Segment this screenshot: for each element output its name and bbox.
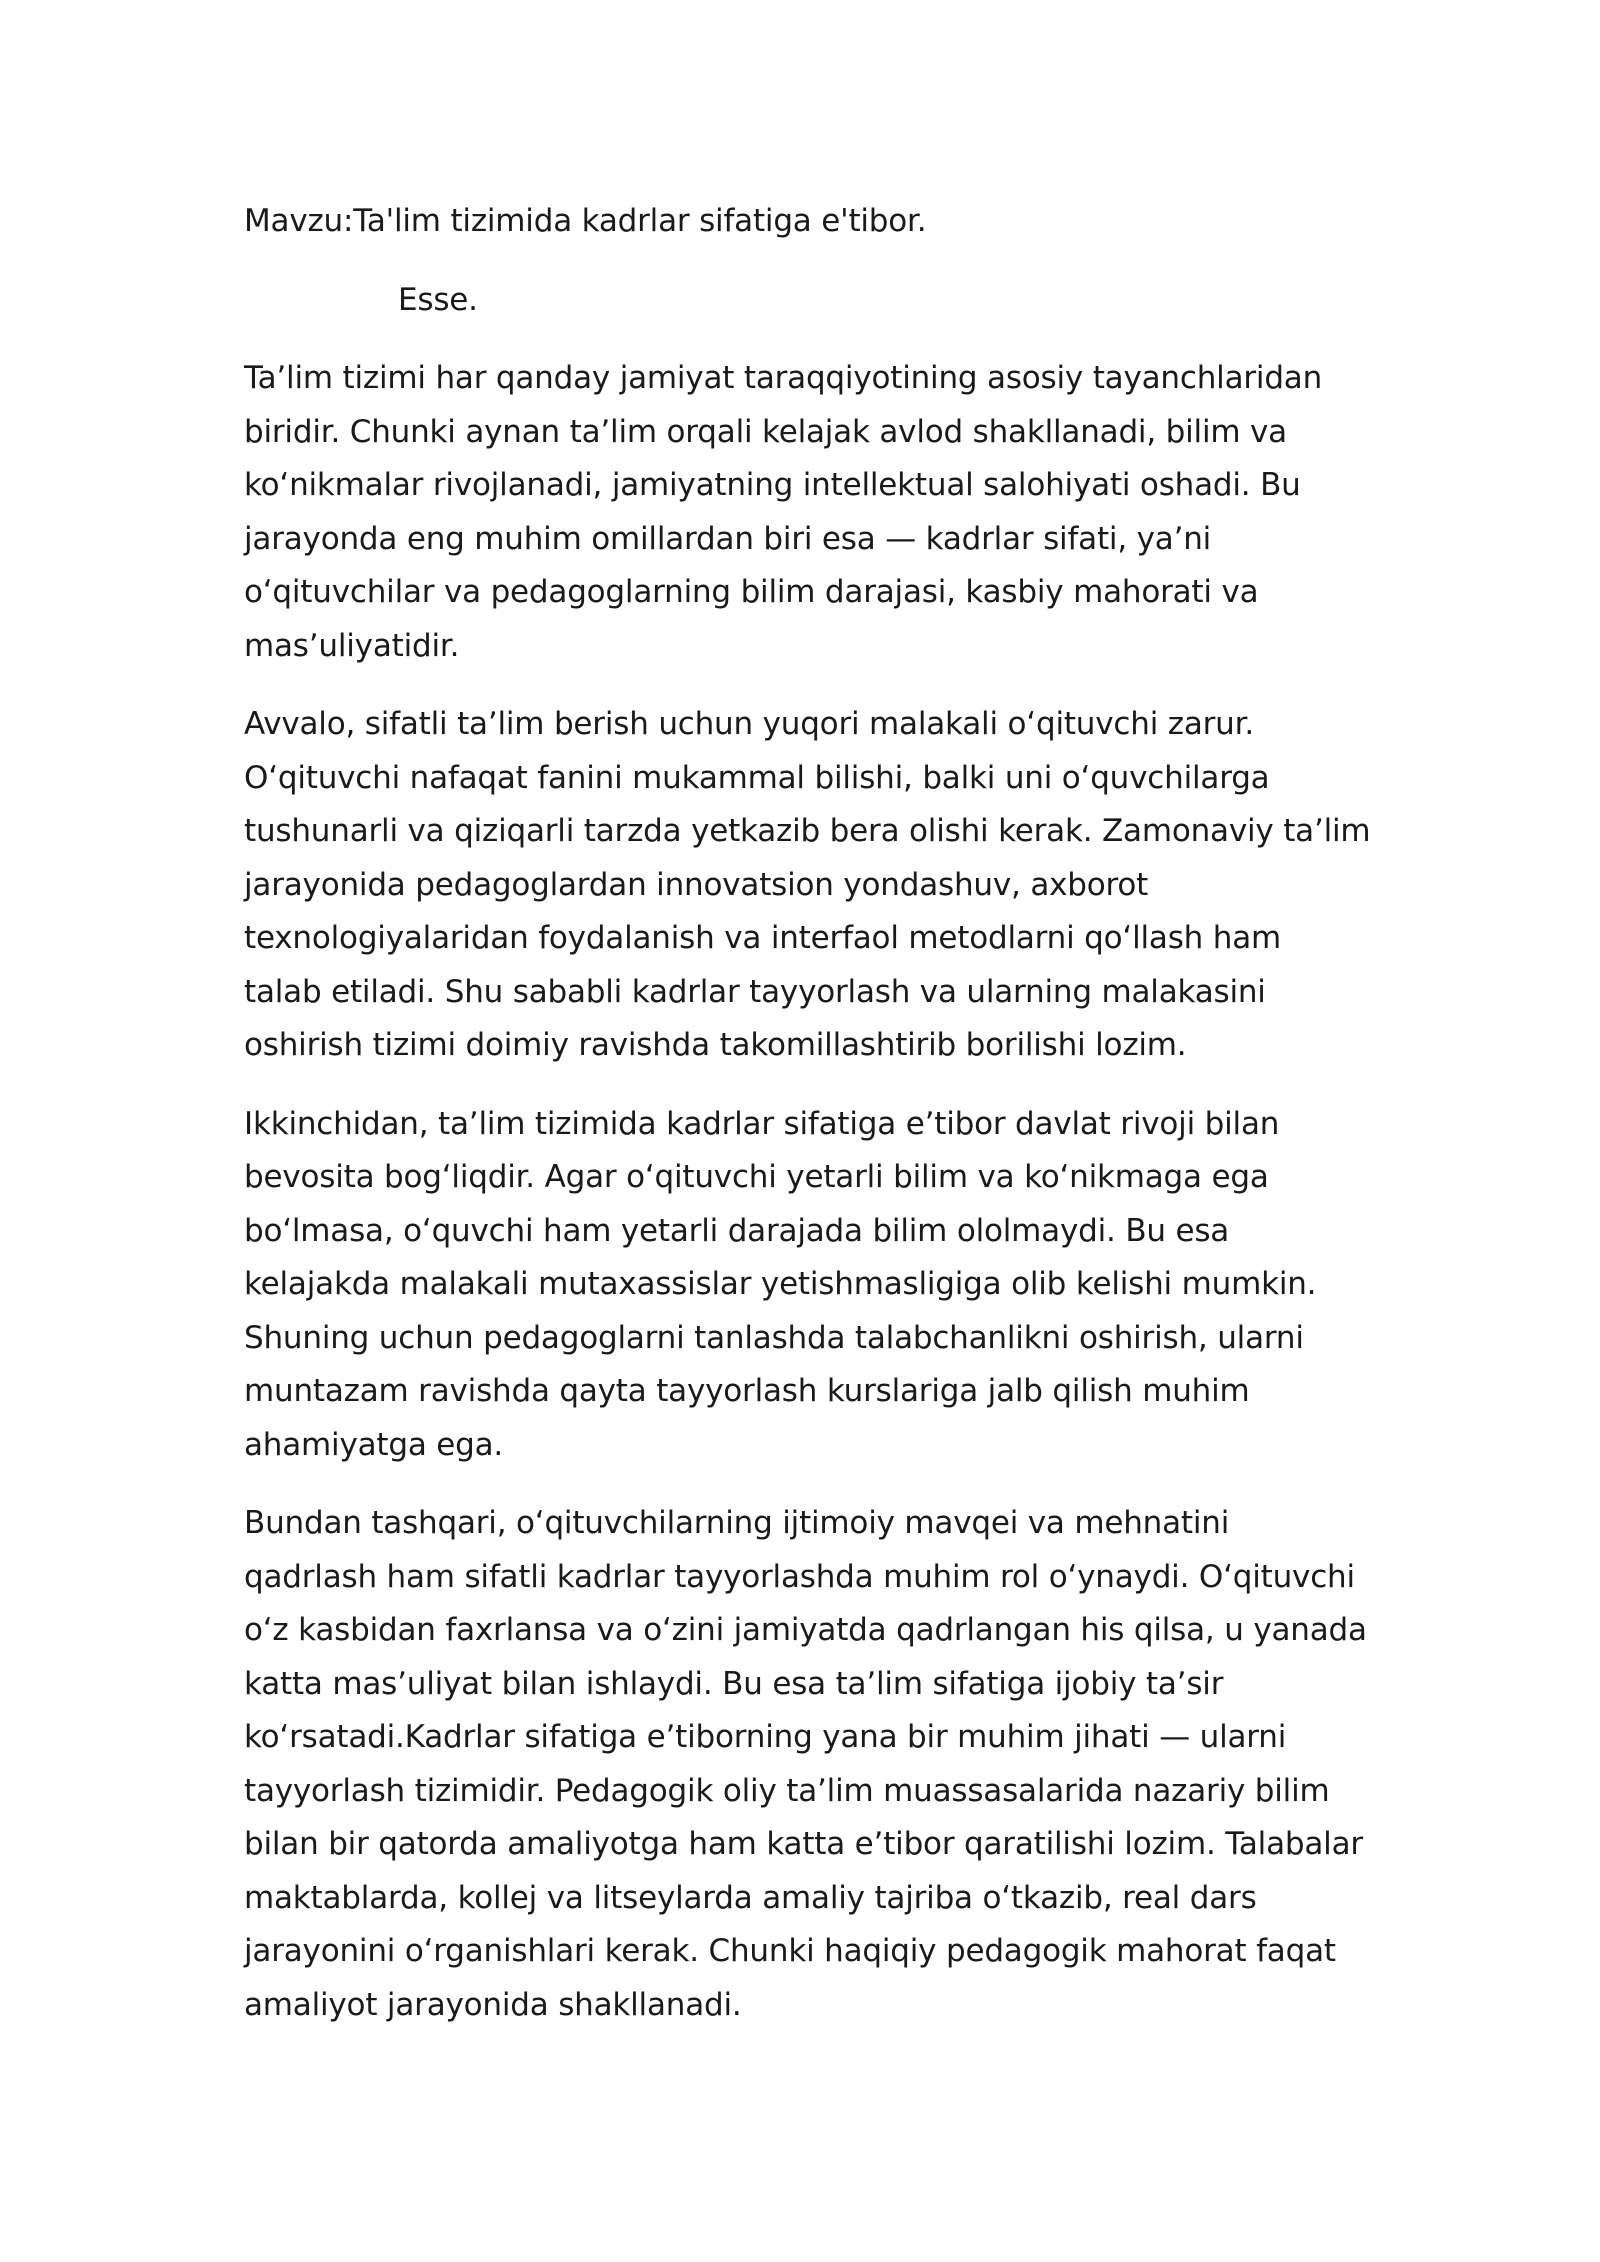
document-body [244, 195, 1384, 2032]
paragraph-1: Ta’lim tizimi har qanday jamiyat taraqqiyotining asosiy tayanchlaridan biridir. Chunki aynan ta’lim orqali kelajak avlod shakllanadi, bilim va ko‘nikmalar rivojlanadi, jamiyatning intellektual salohiyati oshadi. Bu jarayonda eng muhim omillardan biri esa — kadrlar sifati, ya’ni o‘qituvchilar va pedagoglarning bilim darajasi, kasbiy mahorati va mas’uliyatidir. [244, 360, 1323, 664]
paragraph-2: Avvalo, sifatli ta’lim berish uchun yuqori malakali o‘qituvchi zarur. O‘qituvchi nafaqat fanini mukammal bilishi, balki uni o‘quvchilarga tushunarli va qiziqarli tarzda yetkazib bera olishi kerak. Zamonaviy ta’lim jarayonida pedagoglardan innovatsion yondashuv, axborot texnologiyalaridan foydalanish va interfaol metodlarni qo‘llash ham talab etiladi. Shu sababli kadrlar tayyorlash va ularning malakasini oshirish tizimi doimiy ravishda takomillashtirib borilishi lozim. [244, 706, 1371, 1063]
document-subtitle: Esse. [398, 281, 478, 318]
paragraph-3: Ikkinchidan, ta’lim tizimida kadrlar sifatiga e’tibor davlat rivoji bilan bevosita bog‘liqdir. Agar o‘qituvchi yetarli bilim va ko‘nikmaga ega bo‘lmasa, o‘quvchi ham yetarli darajada bilim ololmaydi. Bu esa kelajakda malakali mutaxassislar yetishmasligiga olib kelishi mumkin. Shuning uchun pedagoglarni tanlashda talabchanlikni oshirish, ularni muntazam ravishda qayta tayyorlash kurslariga jalb qilish muhim ahamiyatga ega. [244, 1105, 1317, 1463]
paragraph-4: Bundan tashqari, o‘qituvchilarning ijtimoiy mavqei va mehnatini qadrlash ham sifatli kadrlar tayyorlashda muhim rol o‘ynaydi. O‘qituvchi o‘z kasbidan faxrlansa va o‘zini jamiyatda qadrlangan his qilsa, u yanada katta mas’uliyat bilan ishlaydi. Bu esa ta’lim sifatiga ijobiy ta’sir ko‘rsatadi.Kadrlar sifatiga e’tiborning yana bir muhim jihati — ularni tayyorlash tizimidir. Pedagogik oliy ta’lim muassasalarida nazariy bilim bilan bir qatorda amaliyotga ham katta e’tibor qaratilishi lozim. Talabalar maktablarda, kollej va litseylarda amaliy tajriba o‘tkazib, real dars jarayonini o‘rganishlari kerak. Chunki haqiqiy pedagogik mahorat faqat amaliyot jarayonida shakllanadi. [244, 1505, 1367, 2023]
document-title: Mavzu:Ta'lim tizimida kadrlar sifatiga e'tibor. [244, 203, 927, 239]
